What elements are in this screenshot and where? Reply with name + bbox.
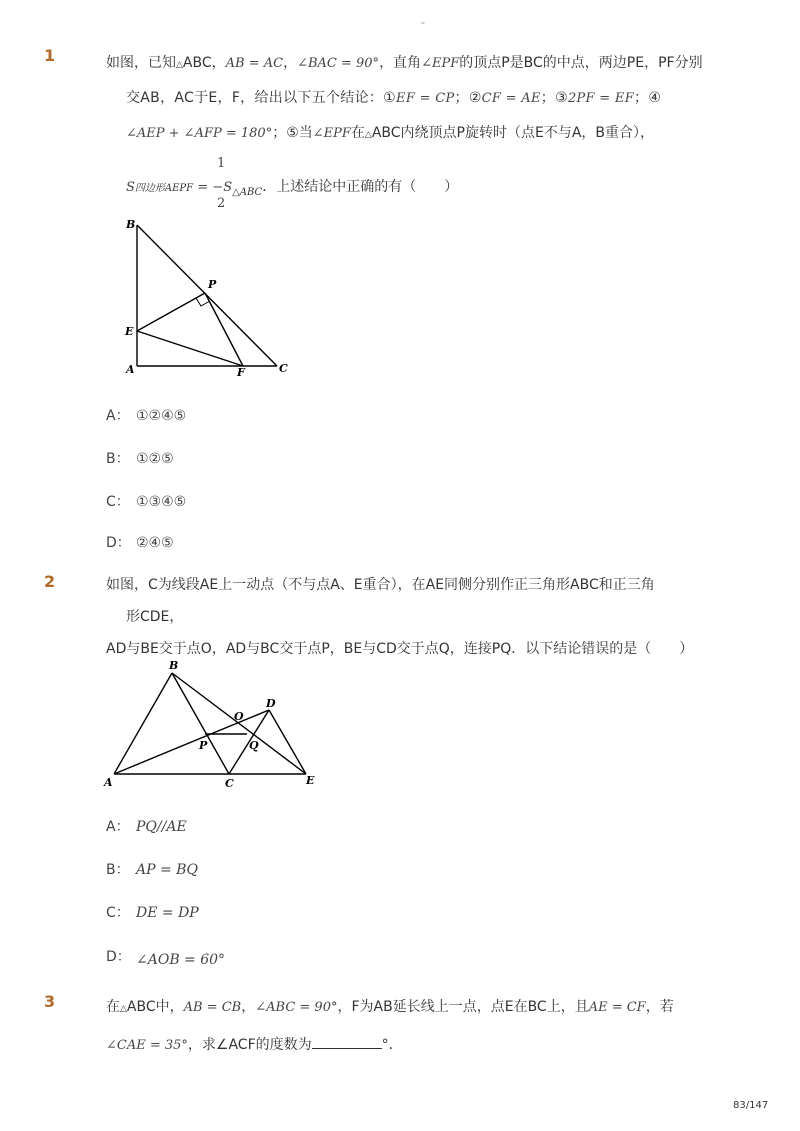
q3-text: ，F为AB延长线上一点，点E在BC上，且 (337, 999, 589, 1015)
q1-text: ，直角 (379, 55, 422, 71)
q1-line-2 (126, 87, 661, 107)
q1-math: ∠EPF (421, 56, 460, 71)
option-text: PQ//AE (136, 819, 187, 835)
q1-option-c[interactable] (106, 491, 186, 511)
page-number: 83/147 (733, 1100, 769, 1111)
q1-subscript: 四边形AEPF (134, 183, 194, 194)
q2-option-c[interactable] (106, 902, 199, 922)
q1-label-p: P (208, 278, 217, 291)
question-number: 3 (44, 992, 56, 1011)
option-label: D： (106, 535, 131, 551)
triangle-icon: △ (120, 1004, 127, 1014)
q1-math: AB = AC (225, 56, 284, 71)
q1-text: ；⑤当 (272, 125, 313, 141)
q1-text: 的顶点P是BC的中点，两边PE，PF分别 (459, 55, 703, 71)
q1-line-3 (126, 122, 654, 142)
q3-text: ， (241, 999, 256, 1015)
option-text: ②④⑤ (136, 535, 174, 551)
q1-math: CF = AE (481, 91, 541, 106)
option-label: B： (106, 862, 130, 878)
q1-subscript: △ABC (232, 187, 263, 198)
q2-figure (100, 658, 325, 793)
option-text: AP = BQ (136, 862, 198, 878)
option-label: C： (106, 905, 130, 921)
q3-math: ∠CAE = 35° (106, 1038, 188, 1053)
option-label: D： (106, 949, 131, 965)
q2-option-d[interactable] (106, 946, 225, 966)
q1-math: S (126, 180, 135, 195)
q3-text: ，若 (645, 999, 674, 1015)
option-label: A： (106, 408, 130, 424)
q1-label-c: C (279, 362, 288, 375)
q1-line-4 (126, 176, 458, 196)
question-number: 2 (44, 572, 56, 591)
q3-line-1 (106, 996, 674, 1016)
q3-text: °． (381, 1037, 403, 1053)
fraction-numerator: 1 (217, 156, 226, 171)
q2-line-3: AD与BE交于点O，AD与BC交于点P，BE与CD交于点Q，连接PQ．以下结论错误的是（ ） (106, 641, 694, 657)
q2-line-1: 如图，C为线段AE上一动点（不与点A、E重合），在AE同侧分别作正三角形ABC和正三角 (106, 577, 655, 593)
q1-text: ；② (454, 90, 482, 106)
q3-math: AE = CF (588, 1000, 646, 1015)
q2-label-o: O (234, 710, 244, 723)
header-mark: - (421, 16, 425, 29)
q2-option-a[interactable] (106, 816, 187, 836)
q3-text: ，求∠ACF的度数为 (187, 1037, 312, 1053)
q1-figure (120, 215, 300, 380)
q3-text: 在 (106, 999, 120, 1015)
q1-option-a[interactable] (106, 405, 186, 425)
q2-label-q: Q (249, 739, 259, 752)
q2-line-2: 形CDE， (126, 609, 184, 625)
q2-label-b: B (169, 659, 179, 672)
q3-line-2 (106, 1034, 403, 1054)
q2-label-d: D (266, 697, 276, 710)
q3-math: AB = CB (183, 1000, 242, 1015)
q1-label-f: F (237, 366, 245, 379)
q1-text: ．上述结论中正确的有（ ） (262, 179, 459, 195)
q1-text: ABC， (182, 55, 226, 71)
triangle-icon: △ (176, 60, 183, 70)
question-number: 1 (44, 46, 56, 65)
q2-label-e: E (306, 774, 315, 787)
option-text: ∠AOB = 60° (136, 952, 226, 968)
q1-math: 2PF = EF (567, 91, 635, 106)
q1-text: ；③ (540, 90, 568, 106)
q1-text: ；④ (634, 90, 662, 106)
q2-label-a: A (104, 776, 113, 789)
option-label: C： (106, 494, 130, 510)
q1-text: 在 (350, 125, 365, 141)
fraction-denominator: 2 (217, 196, 226, 211)
q1-math: ∠BAC = 90° (297, 56, 380, 71)
q1-math: − (212, 180, 224, 195)
option-text: DE = DP (136, 905, 199, 921)
q1-label-e: E (125, 325, 134, 338)
option-text: ①③④⑤ (136, 494, 187, 510)
q1-text: ， (283, 55, 298, 71)
q1-math: EF = CP (396, 91, 455, 106)
triangle-icon: △ (364, 130, 372, 140)
q1-math: ∠AEP + ∠AFP = 180° (126, 126, 273, 141)
q1-math: S (223, 180, 233, 195)
q2-option-b[interactable] (106, 859, 198, 879)
q1-option-b[interactable] (106, 448, 174, 468)
q1-text: 交AB，AC于E，F，给出以下五个结论：① (126, 90, 397, 106)
q1-line-1 (106, 52, 703, 72)
q1-text: 如图，已知 (106, 55, 176, 71)
option-text: ①②④⑤ (136, 408, 187, 424)
option-label: B： (106, 451, 130, 467)
q1-label-a: A (126, 363, 135, 376)
q1-text: ABC内绕顶点P旋转时（点E不与A，B重合）， (371, 125, 655, 141)
q3-math: ∠ABC = 90° (255, 1000, 338, 1015)
q1-math: = (193, 180, 213, 195)
q1-math: ∠EPF (312, 126, 351, 141)
q1-label-b: B (126, 218, 136, 231)
answer-blank[interactable] (312, 1036, 382, 1049)
option-label: A： (106, 819, 130, 835)
q2-label-c: C (225, 777, 234, 790)
q2-label-p: P (199, 739, 208, 752)
q1-option-d[interactable] (106, 532, 174, 552)
option-text: ①②⑤ (136, 451, 174, 467)
q3-text: ABC中， (126, 999, 184, 1015)
